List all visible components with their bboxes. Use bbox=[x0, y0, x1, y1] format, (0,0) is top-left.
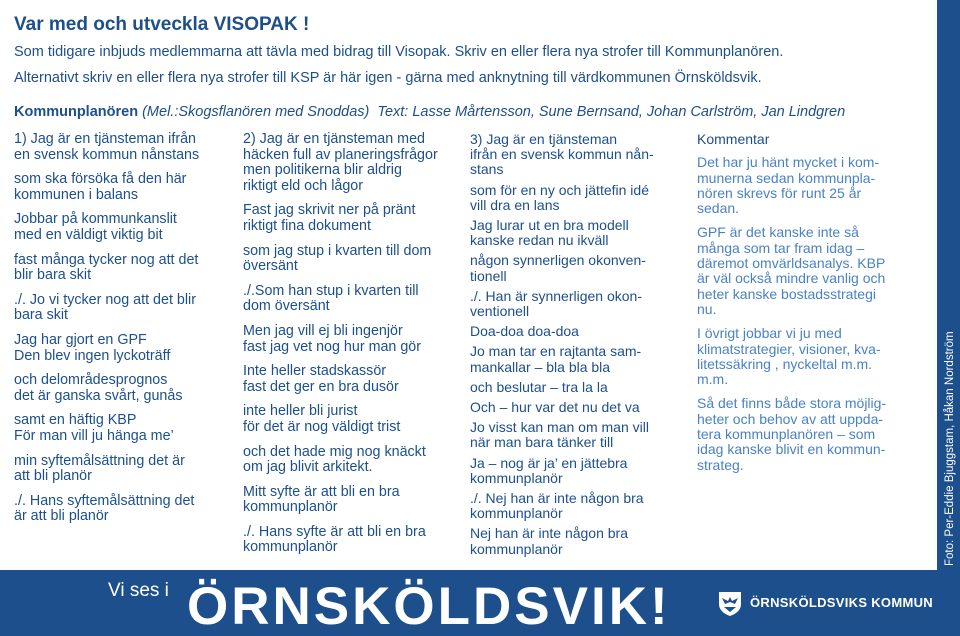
stanza: Fast jag skrivit ner på pränt riktigt fina dokument bbox=[243, 202, 416, 234]
stanza: Nej han är inte någon bra kommunplanör bbox=[470, 525, 628, 557]
verse-column-3 bbox=[470, 132, 690, 562]
page-title: Var med och utveckla VISOPAK ! bbox=[14, 14, 310, 35]
stanza: och det hade mig nog knäckt om jag blivit arkitekt. bbox=[243, 443, 426, 476]
stanza: Jobbar på kommunkanslit med en väldigt viktig bit bbox=[14, 211, 177, 243]
stanza: 3) Jag är en tjänsteman ifrån en svensk kommun nån- stans bbox=[470, 131, 654, 178]
verse-column-2 bbox=[243, 132, 463, 565]
intro-line-1: Som tidigare inbjuds medlemmarna att tävla med bidrag till Visopak. Skriv en eller flera nya strofer till Kommunplanören. bbox=[14, 44, 784, 60]
stanza: och delområdesprognos det är ganska svårt, gunås bbox=[14, 372, 183, 404]
comment-heading: Kommentar bbox=[697, 131, 770, 147]
intro-line-2: Alternativt skriv en eller flera nya strofer till KSP är här igen - gärna med anknytning till värdkommunen Örnsköldsvik. bbox=[14, 70, 762, 86]
eagle-crest-icon bbox=[716, 589, 744, 617]
stanza: 1) Jag är en tjänsteman ifrån en svensk kommun nånstans bbox=[14, 131, 200, 163]
stanza: ./. Jo vi tycker nog att det blir bara skit bbox=[14, 291, 196, 324]
poem-name: Kommunplanören bbox=[14, 104, 139, 120]
footer-city: ÖRNSKÖLDSVIK! bbox=[187, 577, 671, 636]
stanza: Men jag vill ej bli ingenjör fast jag vet nog hur man gör bbox=[243, 322, 422, 355]
stanza: ./. Nej han är inte någon bra kommunplanör bbox=[470, 490, 644, 522]
comment-paragraph: GPF är det kanske inte så många som tar fram idag – däremot omvärldsanalys. KBP är väl också mindre vanlig och heter kanske bostadsstrategi nu. bbox=[697, 224, 886, 317]
stanza: Doa-doa doa-doa bbox=[470, 323, 579, 340]
comment-column bbox=[697, 132, 922, 482]
footer-prefix: Vi ses i bbox=[108, 580, 169, 601]
poem-melody: (Mel.:Skogsflanören med Snoddas) bbox=[142, 104, 370, 120]
poem-credits: Text: Lasse Mårtensson, Sune Bernsand, Johan Carlström, Jan Lindgren bbox=[377, 104, 846, 120]
stanza: Ja – nog är ja’ en jättebra kommunplanör bbox=[470, 454, 628, 486]
stanza: som för en ny och jättefin idé vill dra en lans bbox=[470, 181, 649, 213]
comment-paragraph: I övrigt jobbar vi ju med klimatstrategier, visioner, kva- litetssäkring , nyckeltal m.m. m.m. bbox=[697, 325, 881, 388]
stanza: ./. Hans syftemålsättning det är att bli planör bbox=[14, 492, 195, 525]
stanza: ./.Som han stup i kvarten till dom översänt bbox=[243, 282, 419, 315]
stanza: fast många tycker nog att det blir bara skit bbox=[14, 251, 199, 284]
stanza: som ska försöka få den här kommunen i balans bbox=[14, 171, 187, 203]
stanza: Mitt syfte är att bli en bra kommunplanör bbox=[243, 483, 400, 516]
stanza: Inte heller stadskassör fast det ger en bra dusör bbox=[243, 363, 399, 395]
stanza: ./. Hans syfte är att bli en bra kommunplanör bbox=[243, 523, 426, 556]
stanza: Jag har gjort en GPF Den blev ingen lyckoträff bbox=[14, 331, 171, 364]
stanza: samt en häftig KBP För man vill ju hänga me’ bbox=[14, 412, 174, 444]
stanza: inte heller bli jurist för det är nog väldigt trist bbox=[243, 403, 401, 435]
verse-column-1 bbox=[14, 132, 234, 534]
stanza: Jo man tar en rajtanta sam- mankallar – bla bla bla bbox=[470, 343, 642, 375]
stanza: ./. Han är synnerligen okon- ventionell bbox=[470, 287, 642, 320]
stanza: någon synnerligen okonven- tionell bbox=[470, 252, 646, 284]
municipality-name: ÖRNSKÖLDSVIKS KOMMUN bbox=[750, 595, 933, 610]
stanza: och beslutar – tra la la bbox=[470, 378, 608, 395]
stanza: Och – hur var det nu det va bbox=[470, 399, 640, 416]
poem-heading bbox=[14, 104, 845, 120]
stanza: som jag stup i kvarten till dom översänt bbox=[243, 242, 432, 275]
stanza: 2) Jag är en tjänsteman med häcken full av planeringsfrågor men politikerna blir aldrig riktigt eld och lågor bbox=[243, 131, 438, 194]
stanza: min syftemålsättning det är att bli planör bbox=[14, 452, 185, 485]
comment-paragraph: Det har ju hänt mycket i kom- munerna sedan kommunpla- nören skrevs för runt 25 år sedan. bbox=[697, 154, 880, 217]
photo-credit: Foto: Per-Eddie Bjuggstam, Håkan Nordström bbox=[944, 331, 956, 566]
stanza: Jo visst kan man om man vill när man bara tänker till bbox=[470, 419, 649, 451]
comment-paragraph: Så det finns både stora möjlig- heter och behov av att uppda- tera kommunplanören – som idag kanske blivit en kommun- strateg. bbox=[697, 395, 887, 473]
stanza: Jag lurar ut en bra modell kanske redan nu ikväll bbox=[470, 217, 629, 249]
